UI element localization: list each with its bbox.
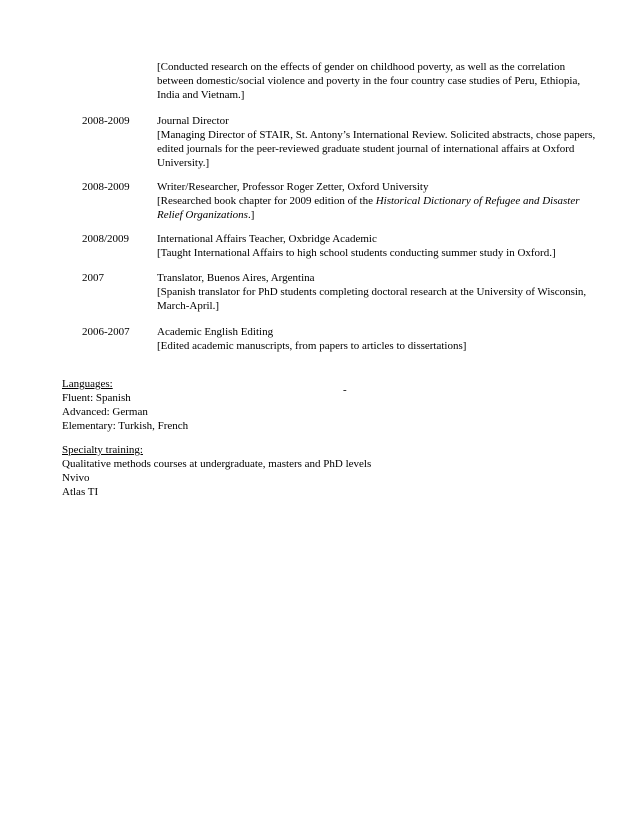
entry-body [157,271,597,313]
language-item: Elementary: Turkish, French [62,420,189,432]
entry-title: Academic English Editing [157,326,274,338]
entry-title: Journal Director [157,115,229,127]
entry-title: International Affairs Teacher, Oxbridge Academic [157,233,377,245]
entry-date: 2008/2009 [82,233,130,245]
languages-heading: Languages: [62,378,113,390]
entry-title: Writer/Researcher, Professor Roger Zetter, Oxford University [157,181,429,193]
language-item: Fluent: Spanish [62,392,131,404]
entry-description: [Spanish translator for PhD students completing doctoral research at the University of Wisconsin, March-April.] [157,286,587,312]
description-text: [Researched book chapter for 2009 edition of the [157,195,376,207]
entry-body [157,325,597,353]
entry-description: [Edited academic manuscripts, from papers to articles to dissertations] [157,340,467,352]
specialty-item: Qualitative methods courses at undergraduate, masters and PhD levels [62,458,372,470]
entry-date: 2008-2009 [82,181,130,193]
description-text-end: .] [247,209,255,221]
stray-dash: - [343,384,347,396]
entry-body [157,180,597,222]
entry-date: 2007 [82,272,104,284]
entry-description: [Managing Director of STAIR, St. Antony’s International Review. Solicited abstracts, chose papers, edited journals for the peer-reviewed graduate student journal of international affairs at Oxford University.] [157,129,596,169]
entry-description: [Taught International Affairs to high school students conducting summer study in Oxford.] [157,247,556,259]
book-title: Historical Dictionary of Refugee and Disaster Relief Organizations [157,195,580,221]
languages-section [62,377,602,433]
specialty-item: Nvivo [62,472,90,484]
entry-body [157,232,597,260]
specialty-item: Atlas TI [62,486,99,498]
entry-description [157,194,597,222]
entry-body [157,114,597,170]
previous-entry-continuation: [Conducted research on the effects of gender on childhood poverty, as well as the correlation between domestic/social violence and poverty in the four country case studies of Peru, Ethiopia, India and Vietnam.] [157,61,581,101]
specialty-heading: Specialty training: [62,444,143,456]
entry-title: Translator, Buenos Aires, Argentina [157,272,315,284]
entry-date: 2006-2007 [82,326,130,338]
entry-date: 2008-2009 [82,115,130,127]
specialty-training-section [62,443,602,499]
language-item: Advanced: German [62,406,148,418]
